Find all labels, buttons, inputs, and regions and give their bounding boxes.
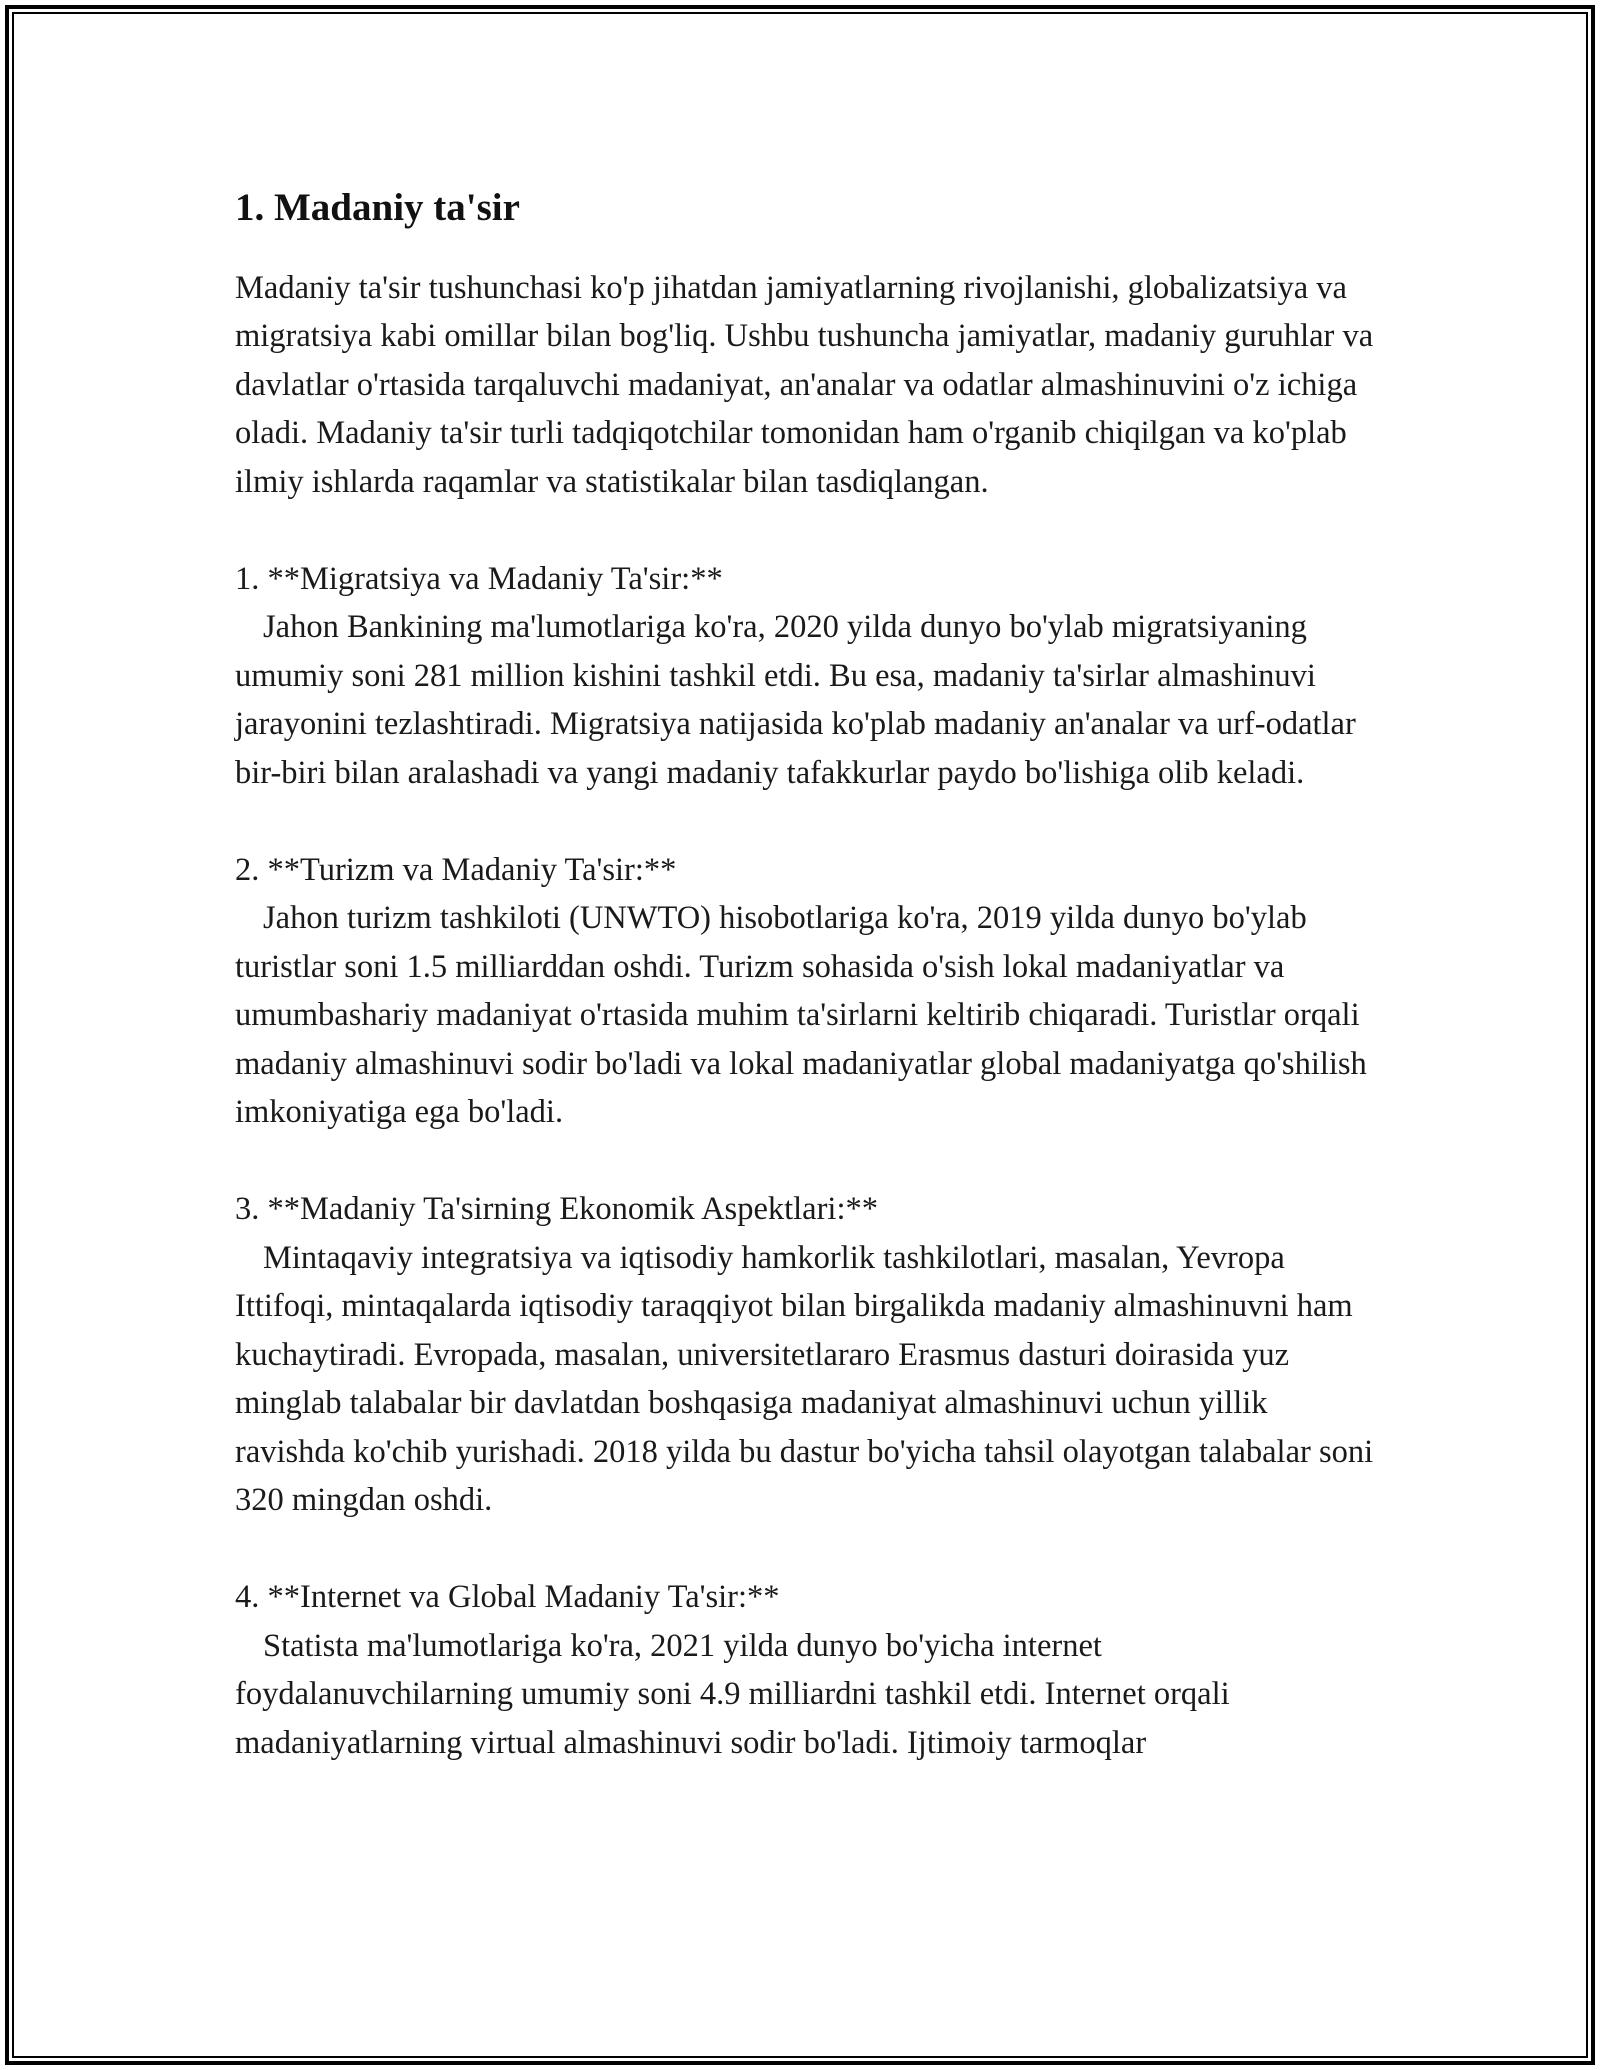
section-internet [235,1573,1385,1767]
section-body: Jahon turizm tashkiloti (UNWTO) hisobotlariga ko'ra, 2019 yilda dunyo bo'ylab turistlar soni 1.5 milliarddan oshdi. Turizm sohasida o'sish lokal madaniyatlar va umumbashariy madaniyat o'rtasida muhim ta'sirlarni keltirib chiqaradi. Turistlar orqali madaniy almashinuvi sodir bo'ladi va lokal madaniyatlar global madaniyatga qo'shilish imkoniyatiga ega bo'ladi. [235,900,1367,1131]
section-body: Jahon Bankining ma'lumotlariga ko'ra, 2020 yilda dunyo bo'ylab migratsiyaning umumiy soni 281 million kishini tashkil etdi. Bu esa, madaniy ta'sirlar almashinuvi jarayonini tezlashtiradi. Migratsiya natijasida ko'plab madaniy an'analar va urf-odatlar bir-biri bilan aralashadi va yangi madaniy tafakkurlar paydo bo'lishiga olib keladi. [235,609,1356,791]
section-body: Statista ma'lumotlariga ko'ra, 2021 yilda dunyo bo'yicha internet foydalanuvchilarning umumiy soni 4.9 milliardni tashkil etdi. Internet orqali madaniyatlarning virtual almashinuvi sodir bo'ladi. Ijtimoiy tarmoqlar [235,1627,1230,1761]
section-migration [235,555,1385,798]
section-heading: 4. **Internet va Global Madaniy Ta'sir:** [235,1579,780,1616]
section-heading: 2. **Turizm va Madaniy Ta'sir:** [235,851,677,888]
section-tourism [235,846,1385,1137]
intro-paragraph: Madaniy ta'sir tushunchasi ko'p jihatdan jamiyatlarning rivojlanishi, globalizatsiya va migratsiya kabi omillar bilan bog'liq. Ushbu tushuncha jamiyatlar, madaniy guruhlar va davlatlar o'rtasida tarqaluvchi madaniyat, an'analar va odatlar almashinuvini o'z ichiga oladi. Madaniy ta'sir turli tadqiqotchilar tomonidan ham o'rganib chiqilgan va ko'plab ilmiy ishlarda raqamlar va statistikalar bilan tasdiqlangan. [235,269,1374,500]
section-heading: 3. **Madaniy Ta'sirning Ekonomik Aspektlari:** [235,1191,878,1228]
section-heading: 1. **Migratsiya va Madaniy Ta'sir:** [235,560,723,597]
document-body [235,185,1385,1816]
section-body: Mintaqaviy integratsiya va iqtisodiy hamkorlik tashkilotlari, masalan, Yevropa Ittifoqi, mintaqalarda iqtisodiy taraqqiyot bilan birgalikda madaniy almashinuvni ham kuchaytiradi. Evropada, masalan, universitetlararo Erasmus dasturi doirasida yuz minglab talabalar bir davlatdan boshqasiga madaniyat almashinuvi uchun yillik ravishda ko'chib yurishadi. 2018 yilda bu dastur bo'yicha tahsil olayotgan talabalar soni 320 mingdan oshdi. [235,1239,1374,1519]
section-economic-aspects [235,1185,1385,1525]
document-title: 1. Madaniy ta'sir [235,186,520,229]
